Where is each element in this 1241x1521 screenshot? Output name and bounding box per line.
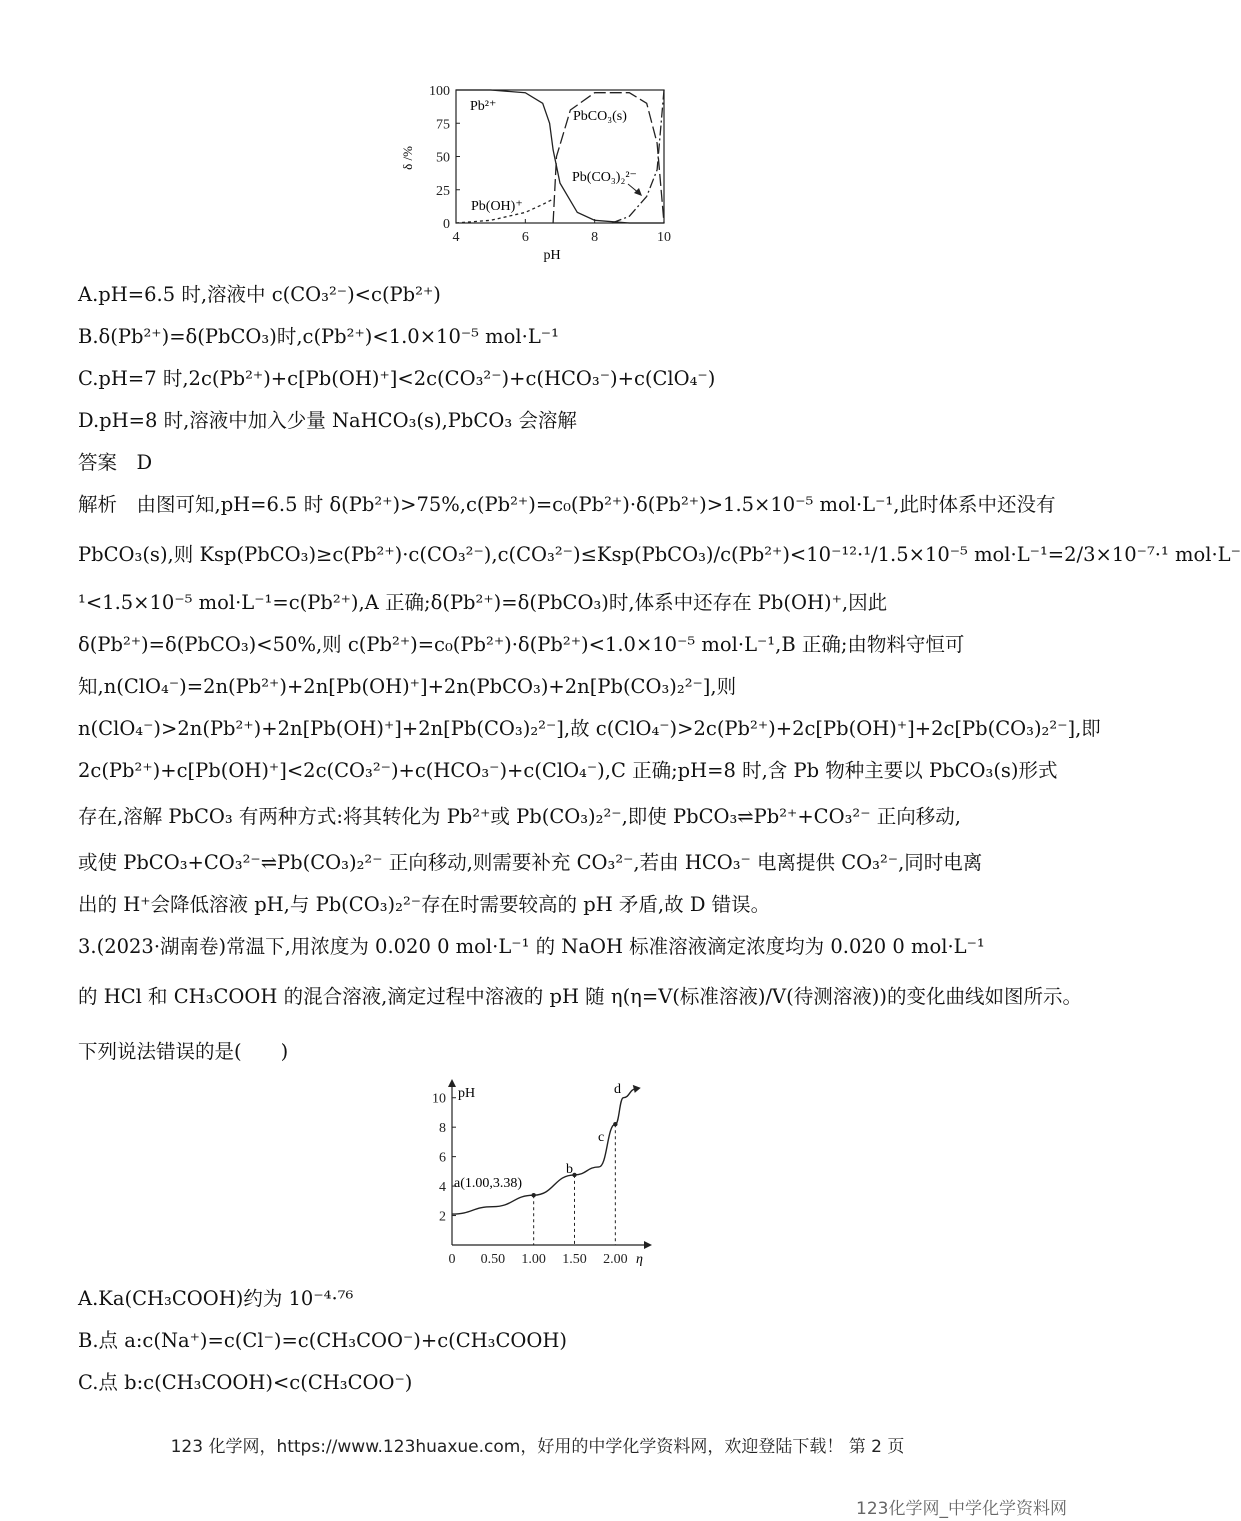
y-axis-label: δ /% xyxy=(400,146,415,170)
y-tick-label: 2 xyxy=(439,1209,446,1225)
analysis-line: δ(Pb²⁺)=δ(PbCO₃)<50%,则 c(Pb²⁺)=c₀(Pb²⁺)·δ(Pb²⁺)<1.0×10⁻⁵ mol·L⁻¹,B 正确;由物料守恒可 xyxy=(78,633,965,656)
y-axis-label: pH xyxy=(458,1086,476,1101)
y-tick-label: 10 xyxy=(432,1091,446,1107)
analysis-line: 知,n(ClO₄⁻)=2n(Pb²⁺)+2n[Pb(OH)⁺]+2n(PbCO₃)+2n[Pb(CO₃)₂²⁻],则 xyxy=(78,675,737,698)
point-c-label: c xyxy=(598,1130,605,1145)
x-tick-label: 4 xyxy=(452,230,460,245)
q3-stem: 的 HCl 和 CH₃COOH 的混合溶液,滴定过程中溶液的 pH 随 η(η=V(标准溶液)/V(待测溶液))的变化曲线如图所示。 xyxy=(78,985,1082,1008)
x-tick-label: 0 xyxy=(448,1252,456,1267)
analysis-line: n(ClO₄⁻)>2n(Pb²⁺)+2n[Pb(OH)⁺]+2n[Pb(CO₃)₂²⁻],故 c(ClO₄⁻)>2c(Pb²⁺)+2c[Pb(OH)⁺]+2c[Pb(CO₃)₂²⁻],即 xyxy=(78,717,1101,740)
q3-stem: 3.(2023·湖南卷)常温下,用浓度为 0.020 0 mol·L⁻¹ 的 NaOH 标准溶液滴定浓度均为 0.020 0 mol·L⁻¹ xyxy=(78,935,985,958)
data-point xyxy=(613,1122,617,1126)
label-pb2: Pb²⁺ xyxy=(470,99,497,114)
q3-option-c: C.点 b:c(CH₃COOH)<c(CH₃COO⁻) xyxy=(78,1371,413,1394)
x-axis-label: η xyxy=(636,1252,643,1267)
y-tick-label: 4 xyxy=(439,1180,446,1196)
q2-option-a: A.pH=6.5 时,溶液中 c(CO₃²⁻)<c(Pb²⁺) xyxy=(78,283,441,306)
analysis-line: 解析 由图可知,pH=6.5 时 δ(Pb²⁺)>75%,c(Pb²⁺)=c₀(Pb²⁺)·δ(Pb²⁺)>1.5×10⁻⁵ mol·L⁻¹,此时体系中还没有 xyxy=(78,493,1056,516)
x-tick-label: 10 xyxy=(657,230,671,245)
x-tick-label: 6 xyxy=(521,230,529,245)
q2-answer: 答案 D xyxy=(78,451,153,474)
q3-option-b: B.点 a:c(Na⁺)=c(Cl⁻)=c(CH₃COO⁻)+c(CH₃COOH) xyxy=(78,1329,567,1352)
page-footer: 123 化学网，https://www.123huaxue.com，好用的中学化学资料网，欢迎登陆下载！ 第 2 页 xyxy=(170,1437,905,1457)
arrow-head xyxy=(634,188,642,196)
q2-option-b: B.δ(Pb²⁺)=δ(PbCO₃)时,c(Pb²⁺)<1.0×10⁻⁵ mol·L⁻¹ xyxy=(78,325,559,348)
titration-curve xyxy=(452,1089,636,1214)
watermark: 123化学网_中学化学资料网 xyxy=(856,1499,1067,1519)
x-tick-label: 1.00 xyxy=(521,1252,546,1267)
y-tick-label: 0 xyxy=(443,217,450,232)
q3-option-a: A.Ka(CH₃COOH)约为 10⁻⁴·⁷⁶ xyxy=(78,1287,354,1310)
analysis-line: 2c(Pb²⁺)+c[Pb(OH)⁺]<2c(CO₃²⁻)+c(HCO₃⁻)+c(ClO₄⁻),C 正确;pH=8 时,含 Pb 物种主要以 PbCO₃(s)形式 xyxy=(78,759,1058,782)
y-tick-label: 25 xyxy=(436,183,450,199)
x-tick-label: 2.00 xyxy=(603,1252,628,1267)
analysis-line: 存在,溶解 PbCO₃ 有两种方式:将其转化为 Pb²⁺或 Pb(CO₃)₂²⁻,即使 PbCO₃⇌Pb²⁺+CO₃²⁻ 正向移动, xyxy=(78,805,961,828)
label-pbco3: PbCO₃(s) xyxy=(573,109,627,124)
distribution-chart xyxy=(400,78,700,268)
label-pbco32: Pb(CO₃)₂²⁻ xyxy=(572,170,637,185)
analysis-line: 或使 PbCO₃+CO₃²⁻⇌Pb(CO₃)₂²⁻ 正向移动,则需要补充 CO₃²⁻,若由 HCO₃⁻ 电离提供 CO₃²⁻,同时电离 xyxy=(78,851,983,874)
q2-option-c: C.pH=7 时,2c(Pb²⁺)+c[Pb(OH)⁺]<2c(CO₃²⁻)+c(HCO₃⁻)+c(ClO₄⁻) xyxy=(78,367,716,390)
analysis-line: 出的 H⁺会降低溶液 pH,与 Pb(CO₃)₂²⁻存在时需要较高的 pH 矛盾,故 D 错误。 xyxy=(78,893,771,916)
analysis-line: PbCO₃(s),则 Ksp(PbCO₃)≥c(Pb²⁺)·c(CO₃²⁻),c(CO₃²⁻)≤Ksp(PbCO₃)/c(Pb²⁺)<10⁻¹²·¹/1.5×10⁻⁵ mol·L⁻¹=2/3×10⁻⁷·¹ mol·L⁻ xyxy=(78,543,1241,566)
x-tick-label: 0.50 xyxy=(480,1252,506,1267)
label-pboh: Pb(OH)⁺ xyxy=(471,199,523,214)
point-d-label: d xyxy=(614,1082,621,1097)
y-tick-label: 6 xyxy=(439,1150,446,1166)
y-tick-label: 8 xyxy=(439,1121,446,1137)
x-axis-label: pH xyxy=(543,248,561,263)
data-point xyxy=(531,1193,535,1197)
y-tick-label: 75 xyxy=(436,117,450,133)
curve-arrowhead xyxy=(633,1085,641,1093)
titration-chart xyxy=(420,1075,660,1275)
y-tick-label: 100 xyxy=(429,84,450,99)
x-tick-label: 1.50 xyxy=(562,1252,587,1267)
q3-stem: 下列说法错误的是( ) xyxy=(78,1040,289,1063)
x-tick-label: 8 xyxy=(591,230,599,245)
analysis-line: ¹<1.5×10⁻⁵ mol·L⁻¹=c(Pb²⁺),A 正确;δ(Pb²⁺)=δ(PbCO₃)时,体系中还存在 Pb(OH)⁺,因此 xyxy=(78,591,888,614)
y-tick-label: 50 xyxy=(436,150,450,166)
point-b-label: b xyxy=(566,1162,573,1177)
point-a-label: a(1.00,3.38) xyxy=(454,1176,523,1191)
q2-option-d: D.pH=8 时,溶液中加入少量 NaHCO₃(s),PbCO₃ 会溶解 xyxy=(78,409,577,432)
